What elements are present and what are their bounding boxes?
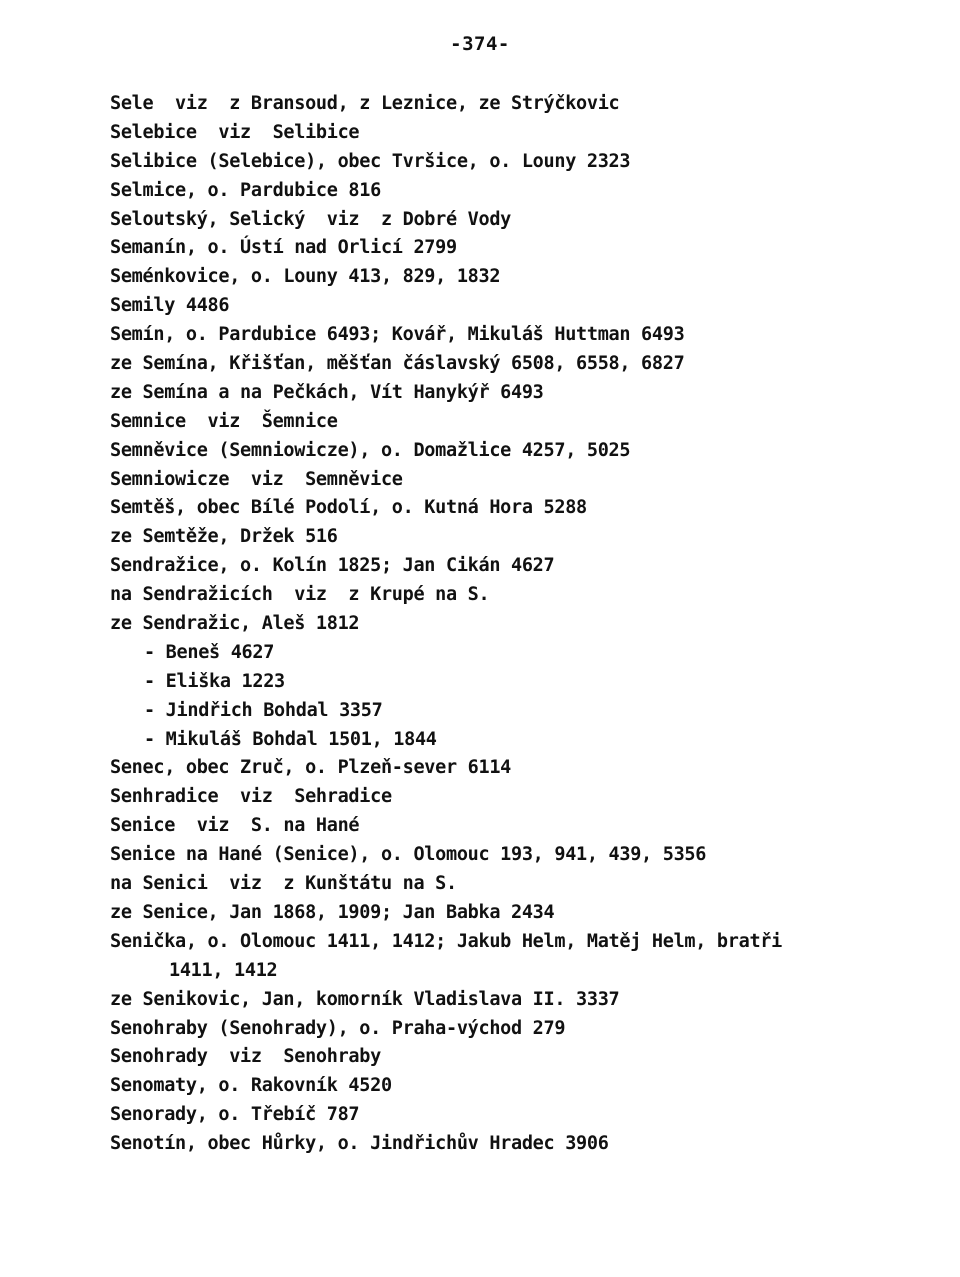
index-entry: ze Sendražic, Aleš 1812 xyxy=(110,613,360,635)
index-entry: ze Semtěže, Držek 516 xyxy=(110,526,338,548)
index-entry: Semniowicze viz Semněvice xyxy=(110,468,403,490)
index-entry: - Beneš 4627 xyxy=(144,641,275,663)
index-entry: Selmice, o. Pardubice 816 xyxy=(110,179,381,201)
index-entry: - Eliška 1223 xyxy=(144,670,285,692)
index-entry: - Mikuláš Bohdal 1501, 1844 xyxy=(144,728,437,750)
index-entry: Sendražice, o. Kolín 1825; Jan Cikán 4627 xyxy=(110,555,555,577)
index-entry: Seménkovice, o. Louny 413, 829, 1832 xyxy=(110,266,501,288)
index-entry: na Senici viz z Kunštátu na S. xyxy=(110,873,457,895)
index-entry: Senohraby (Senohrady), o. Praha-východ 279 xyxy=(110,1017,566,1039)
index-entry: Senohrady viz Senohraby xyxy=(110,1046,381,1068)
index-entry: Senec, obec Zruč, o. Plzeň-sever 6114 xyxy=(110,757,512,779)
index-entry: Senice na Hané (Senice), o. Olomouc 193, 941, 439, 5356 xyxy=(110,844,707,866)
index-entry: Sele viz z Bransoud, z Leznice, ze Strýčkovic xyxy=(110,93,620,114)
page-number: -374- xyxy=(450,33,510,55)
index-entry: Semněvice (Semniowicze), o. Domažlice 4257, 5025 xyxy=(110,439,631,461)
index-entry: Senička, o. Olomouc 1411, 1412; Jakub Helm, Matěj Helm, bratři xyxy=(110,930,782,952)
index-entry: Senotín, obec Hůrky, o. Jindřichův Hradec 3906 xyxy=(110,1133,609,1155)
index-entry: Semtěš, obec Bílé Podolí, o. Kutná Hora 5288 xyxy=(110,497,587,519)
index-entry: na Sendražicích viz z Krupé na S. xyxy=(110,584,490,606)
index-entry: ze Senikovic, Jan, komorník Vladislava II. 3337 xyxy=(110,988,620,1010)
index-entry: ze Semína a na Pečkách, Vít Hanykýř 6493 xyxy=(110,381,544,403)
index-entry: Selebice viz Selibice xyxy=(110,121,360,143)
index-entry: Seloutský, Selický viz z Dobré Vody xyxy=(110,208,512,230)
index-entry: Senomaty, o. Rakovník 4520 xyxy=(110,1075,392,1097)
index-entry: ze Senice, Jan 1868, 1909; Jan Babka 2434 xyxy=(110,901,555,923)
index-entry: - Jindřich Bohdal 3357 xyxy=(144,699,383,721)
index-entry: Selibice (Selebice), obec Tvršice, o. Louny 2323 xyxy=(110,150,631,172)
index-entry: Senice viz S. na Hané xyxy=(110,815,360,837)
index-entry: Senorady, o. Třebíč 787 xyxy=(110,1104,360,1126)
index-entry-continuation: 1411, 1412 xyxy=(169,959,278,981)
index-entry: Semanín, o. Ústí nad Orlicí 2799 xyxy=(110,237,457,259)
index-entry: Semín, o. Pardubice 6493; Kovář, Mikuláš Huttman 6493 xyxy=(110,324,685,346)
index-entry: ze Semína, Křišťan, měšťan čáslavský 6508, 6558, 6827 xyxy=(110,353,685,375)
index-entry: Semily 4486 xyxy=(110,295,230,317)
index-entries xyxy=(110,90,930,1159)
index-entry: Semnice viz Šemnice xyxy=(110,410,338,432)
index-entry: Senhradice viz Sehradice xyxy=(110,786,392,808)
